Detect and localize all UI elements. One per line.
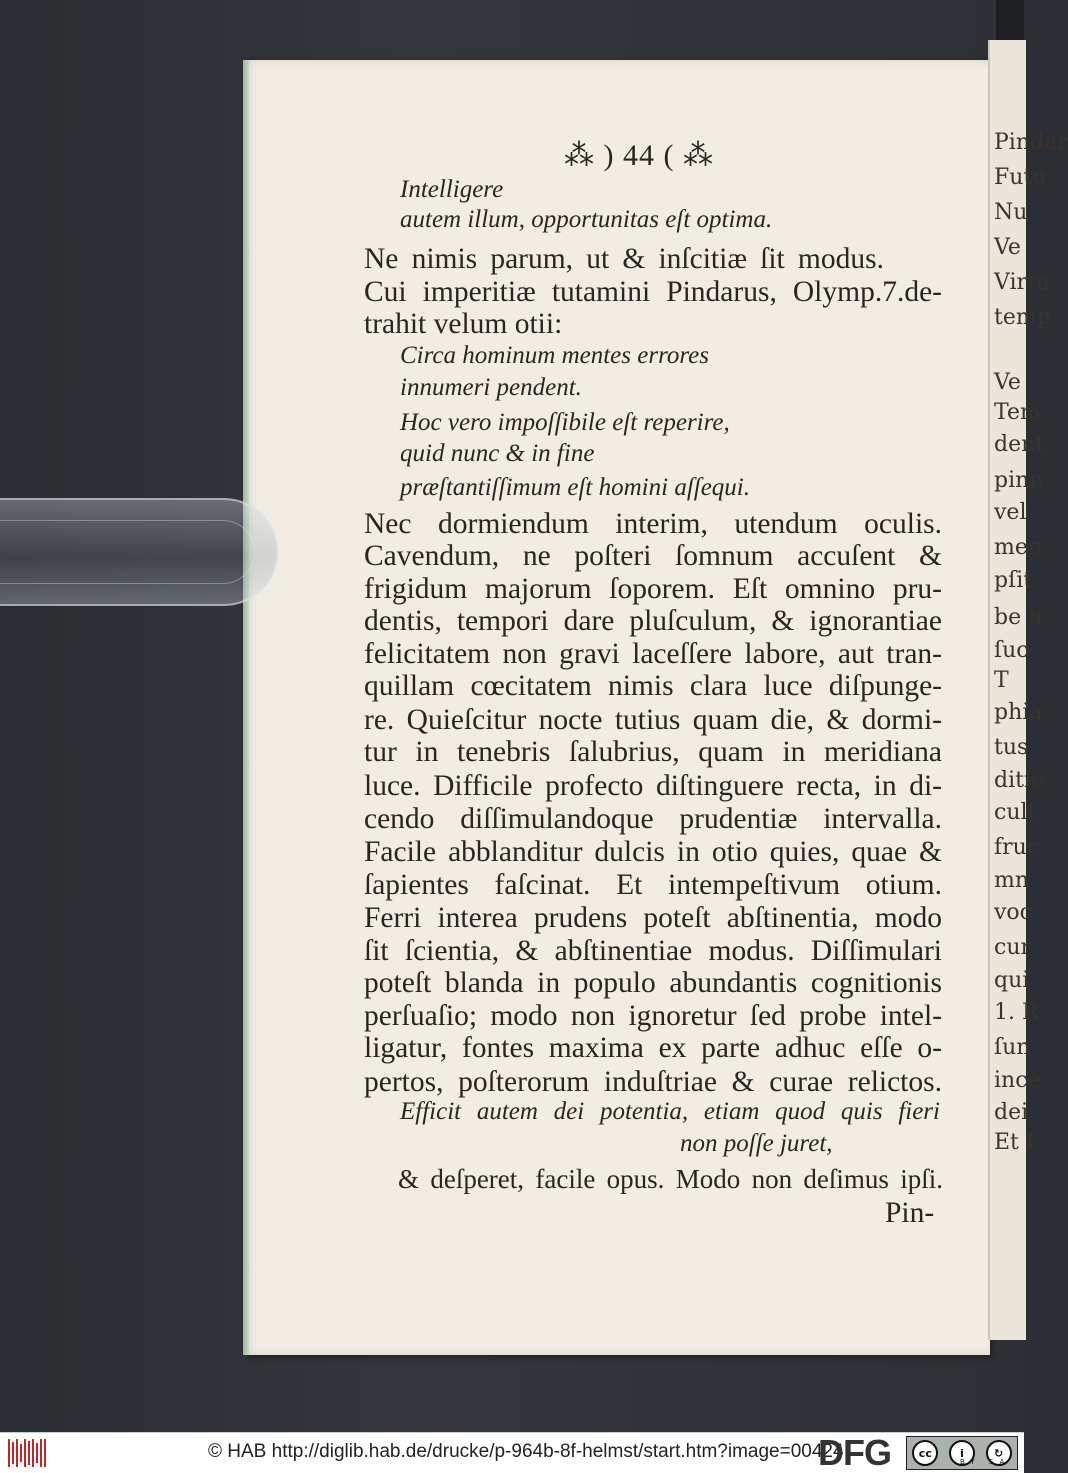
hab-barcode-icon (8, 1439, 48, 1467)
text-line: Cui imperitiæ tutamini Pindarus, Olymp.7.de- (364, 276, 942, 308)
cc-icon: cc (912, 1440, 938, 1466)
text-line: Intelligere (400, 176, 504, 203)
text-line: Nec dormiendum interim, utendum oculis. (364, 508, 942, 540)
page-header: ⁂ ) 44 ( ⁂ (564, 139, 714, 172)
text-line: perſuaſio; modo non ignoretur ſed probe intel- (364, 1000, 942, 1032)
facing-text-fragment: cult (994, 800, 1037, 825)
facing-text-fragment: 1. R (994, 1000, 1039, 1025)
facing-text-fragment: Nu (994, 200, 1028, 225)
text-line: luce. Difficile profecto diſtinguere recta, in di- (364, 770, 942, 802)
text-line: ſit ſcientia, & abſtinentiae modus. Diſſimulari (364, 935, 942, 967)
text-line: cendo diſſimulandoque prudentiæ intervalla. (364, 803, 942, 835)
facing-text-fragment: Et I (994, 1130, 1035, 1155)
text-line: innumeri pendent. (400, 374, 582, 401)
footer-bar (0, 1432, 1024, 1473)
page-binding-edge (243, 60, 249, 1355)
text-line: felicitatem non gravi laceſſere labore, aut tran- (364, 638, 942, 670)
text-line: non poſſe juret, (680, 1130, 833, 1157)
text-line: Circa hominum mentes errores (400, 342, 709, 369)
dark-border (996, 0, 1024, 40)
facing-text-fragment: pinn (994, 468, 1044, 493)
facing-text-fragment: ſuo (994, 638, 1030, 663)
text-line: autem illum, opportunitas eſt optima. (400, 206, 773, 233)
facing-page-fragment (988, 40, 1068, 1340)
facing-text-fragment: voc (994, 900, 1032, 925)
text-line: ſapientes faſcinat. Et intempeſtivum otium. (364, 869, 942, 901)
facing-text-fragment: men (994, 535, 1043, 560)
facing-text-fragment: tus (994, 735, 1029, 760)
facing-text-fragment: mn (994, 868, 1030, 893)
facing-text-fragment: vel (994, 500, 1027, 525)
facing-text-fragment: qui (994, 968, 1030, 993)
text-line: & deſperet, facile opus. Modo non deſimus ipſi. (398, 1164, 943, 1194)
facing-text-fragment: ſun (994, 1035, 1031, 1060)
facing-text-fragment: fruc (994, 835, 1040, 860)
facing-text-fragment: temp (994, 305, 1051, 330)
facing-text-fragment: be h (994, 605, 1043, 630)
text-line: pertos, poſterorum induſtriae & curae relictos. (364, 1066, 942, 1098)
facing-text-fragment: Ve (994, 235, 1021, 260)
dfg-logo[interactable]: DFG (818, 1432, 891, 1473)
plastic-clip-highlight (0, 520, 255, 584)
text-line: ligatur, fontes maxima ex parte adhuc eſſe o- (364, 1032, 942, 1064)
facing-text-fragment: Ve (994, 370, 1021, 395)
text-line: dentis, tempori dare pluſculum, & ignorantiae (364, 605, 942, 637)
text-line: trahit velum otii: (364, 308, 563, 340)
facing-text-fragment: dent (994, 432, 1045, 457)
text-line: Facile abblanditur dulcis in otio quies, quae & (364, 836, 942, 868)
facing-text-fragment: T (994, 668, 1009, 693)
text-line: Ne nimis parum, ut & inſcitiæ ſit modus. (364, 243, 884, 275)
text-line: Efficit autem dei potentia, etiam quod quis fieri (400, 1098, 940, 1125)
facing-text-fragment: Tem (994, 400, 1041, 425)
facing-text-fragment: pſit (994, 568, 1033, 593)
text-line: quid nunc & in fine (400, 440, 595, 467)
facing-text-fragment: Pindar (994, 130, 1068, 155)
text-line: Hoc vero impoſſibile eſt reperire, (400, 409, 730, 436)
text-line: frigidum majorum ſoporem. Eſt omnino pru- (364, 573, 942, 605)
facing-text-fragment: phia (994, 700, 1043, 725)
text-line: poteſt blanda in populo abundantis cognitionis (364, 967, 942, 999)
text-line: Cavendum, ne poſteri ſomnum accuſent & (364, 540, 942, 572)
text-line: Ferri interea prudens poteſt abſtinentia, modo (364, 902, 942, 934)
text-line: Pin- (885, 1197, 935, 1229)
facing-text-fragment: cur (994, 935, 1032, 960)
by-icon: i (949, 1440, 975, 1466)
text-line: quillam cœcitatem nimis clara luce diſpunge- (364, 670, 942, 702)
facing-text-fragment: ince (994, 1068, 1041, 1093)
license-labels: BY SA (960, 1458, 1011, 1466)
facing-text-fragment: Virtu (994, 270, 1051, 295)
text-line: re. Quieſcitur nocte tutius quam die, & dormi- (364, 704, 942, 736)
text-line: tur in tenebris ſalubrius, quam in meridiana (364, 736, 942, 768)
facing-text-fragment: Futu (994, 165, 1047, 190)
facing-text-fragment: dei (994, 1100, 1029, 1125)
sa-icon: ↻ (986, 1440, 1012, 1466)
text-line: præſtantiſſimum eſt homini aſſequi. (400, 474, 750, 501)
facing-text-fragment: ditic (994, 768, 1044, 793)
copyright-link[interactable]: © HAB http://diglib.hab.de/drucke/p-964b-8f-helmst/start.htm?image=00424 (208, 1441, 844, 1462)
